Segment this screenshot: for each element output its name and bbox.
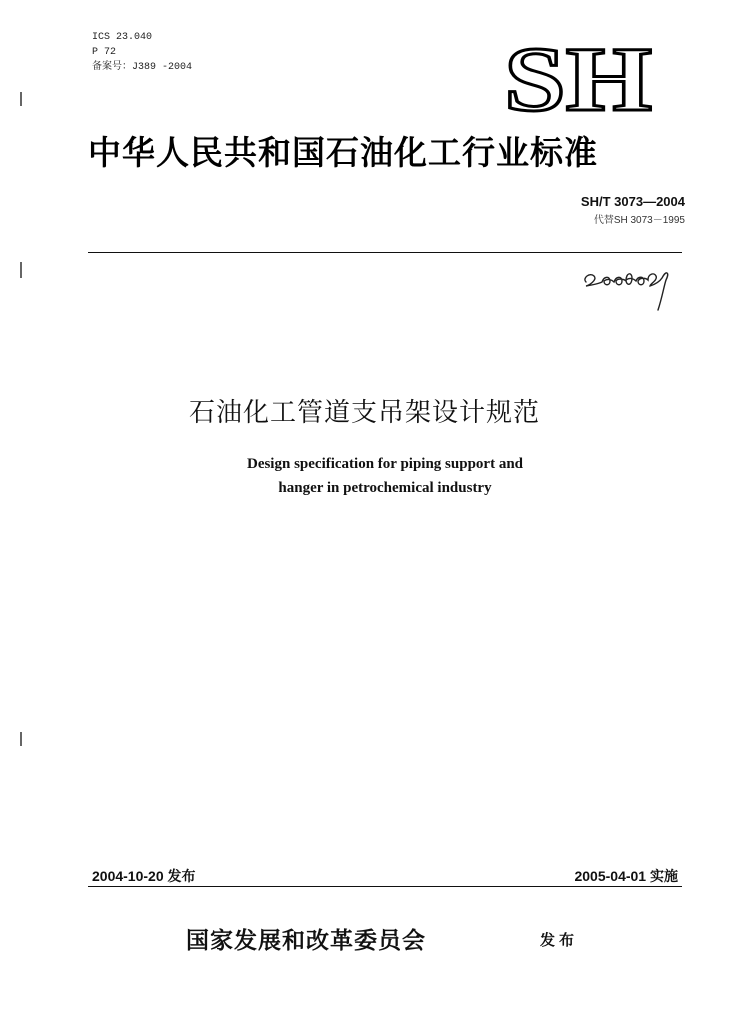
header-divider <box>88 252 682 253</box>
standard-code-block <box>581 194 685 226</box>
svg-text:SH: SH <box>504 38 652 116</box>
handwritten-note <box>578 258 678 314</box>
standard-number: SH/T 3073—2004 <box>580 194 685 209</box>
issuer-action: 发布 <box>540 931 579 949</box>
issuer-name: 国家发展和改革委员会 <box>186 928 426 954</box>
implementation-date: 2005-04-01 实施 <box>574 868 678 884</box>
document-title-chinese: 石油化工管道支吊架设计规范 <box>188 398 540 428</box>
replaced-standard: 代替SH 3073－1995 <box>593 215 685 226</box>
ics-code: ICS 23.040 <box>92 32 153 43</box>
issuing-body-heading: 中华人民共和国石油化工行业标准 <box>88 133 598 172</box>
binding-mark <box>20 262 22 278</box>
classification-block <box>92 30 192 75</box>
issue-date: 2004-10-20 发布 <box>92 868 196 884</box>
english-title-line-1: Design specification for piping support and <box>246 456 524 472</box>
sh-logo <box>502 38 654 116</box>
date-row <box>92 866 678 886</box>
footer-divider <box>88 886 682 887</box>
english-title-line-2: hanger in petrochemical industry <box>278 480 492 496</box>
document-title-english <box>0 452 729 500</box>
ccs-code: P 72 <box>92 47 117 58</box>
binding-mark <box>20 92 22 106</box>
binding-mark <box>20 732 22 746</box>
filing-number: 备案号：J389 -2004 <box>92 62 193 73</box>
